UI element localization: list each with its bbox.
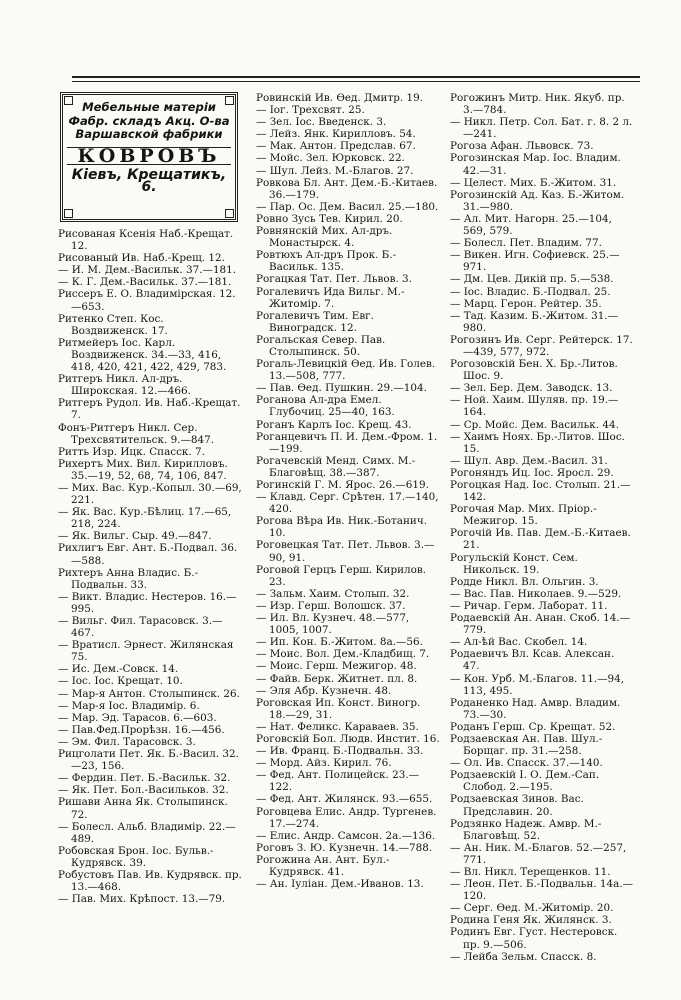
directory-entry: — Мак. Антон. Предслав. 67. bbox=[256, 140, 416, 153]
advertisement-box bbox=[60, 92, 238, 222]
entry-list bbox=[58, 228, 242, 905]
directory-entry: Рогульскій Конст. Сем. Никольск. 19. bbox=[450, 551, 578, 576]
directory-entry: Роданенко Над. Амвр. Владим. 73.—30. bbox=[450, 696, 621, 721]
directory-entry: Рогалевичъ Тим. Евг. Виноградск. 12. bbox=[256, 309, 374, 334]
directory-entry: Ритенко Степ. Кос. Воздвиженск. 17. bbox=[58, 312, 168, 337]
directory-entry: Рогаль-Левицкій Ѳед. Ив. Голев. 13.—508, 777. bbox=[256, 358, 436, 383]
directory-entry: — К. Г. Дем.-Васильк. 37.—181. bbox=[58, 276, 232, 289]
directory-entry: — Вл. Никл. Терещенков. 11. bbox=[450, 866, 611, 878]
directory-entry: — Ип. Кон. Б.-Житом. 8а.—56. bbox=[256, 636, 423, 649]
directory-entry: — Шул. Лейз. М.-Благов. 27. bbox=[256, 164, 414, 177]
directory-entry: — Леон. Пет. Б.-Подвальн. 14а.—120. bbox=[450, 878, 633, 903]
directory-entry: — Моис. Герш. Межигор. 48. bbox=[256, 660, 417, 673]
directory-entry: Фонъ-Ритгеръ Никл. Сер. Трехсвятительск. 9.—847. bbox=[58, 421, 215, 446]
directory-entry: Ритть Изр. Ицк. Спасск. 7. bbox=[58, 445, 205, 458]
directory-entry: Роговскій Бол. Людв. Инстит. 16. bbox=[256, 732, 440, 745]
directory-entry: Ровно Зусь Тев. Кирил. 20. bbox=[256, 212, 403, 225]
directory-entry: Родаевскій Ан. Анан. Скоб. 14.—779. bbox=[450, 612, 631, 637]
directory-entry: — Пав.Фед.Прорѣзн. 16.—456. bbox=[58, 723, 225, 736]
directory-entry: Роговская Ип. Конст. Виногр. 18.—29, 31. bbox=[256, 696, 421, 721]
ornament-corner bbox=[225, 96, 234, 105]
directory-entry: — Морд. Айз. Кирил. 76. bbox=[256, 757, 392, 770]
directory-entry: — Пав. Мих. Крѣпост. 13.—79. bbox=[58, 893, 226, 906]
directory-entry: — Пар. Ос. Дем. Васил. 25.—180. bbox=[256, 200, 439, 213]
directory-entry: — Ал-ѣй Вас. Скобел. 14. bbox=[450, 636, 588, 649]
directory-entry: — Ис. Дем.-Совск. 14. bbox=[58, 663, 179, 676]
directory-entry: Риссеръ Е. О. Владимірская. 12.—653. bbox=[58, 288, 236, 313]
entry-list bbox=[256, 92, 440, 890]
directory-entry: — Вратисл. Эрнест. Жилянская 75. bbox=[58, 639, 234, 664]
advert-address: Кіевъ, Крещатикъ, 6. bbox=[71, 166, 227, 195]
directory-entry: Родина Геня Як. Жилянск. 3. bbox=[450, 914, 612, 927]
directory-entry: Родзянко Надеж. Амвр. М.-Благовѣщ. 52. bbox=[450, 817, 602, 842]
directory-entry: — Вильг. Фил. Тарасовск. 3.—467. bbox=[58, 615, 223, 640]
directory-entry: — Ср. Мойс. Дем. Васильк. 44. bbox=[450, 418, 619, 431]
header-rule bbox=[72, 76, 640, 82]
ornament-corner bbox=[225, 209, 234, 218]
directory-entry: Роданъ Герш. Ср. Крещат. 52. bbox=[450, 720, 616, 733]
directory-entry: Рицголати Пет. Як. Б.-Васил. 32.—23, 156. bbox=[58, 748, 239, 773]
directory-entry: — Целест. Мих. Б.-Житом. 31. bbox=[450, 176, 617, 189]
directory-entry: Ришави Анна Як. Столыпинск. 72. bbox=[58, 796, 228, 821]
directory-entry: — Ив. Франц. Б.-Подвальн. 33. bbox=[256, 745, 424, 758]
directory-entry: Ритгеръ Никл. Ал-дръ. Широкская. 12.—466. bbox=[58, 373, 191, 398]
directory-entry: — Лейз. Янк. Кирилловъ. 54. bbox=[256, 128, 416, 141]
directory-entry: — Лейба Зельм. Спасск. 8. bbox=[450, 950, 597, 963]
directory-entry: — Эм. Фил. Тарасовск. 3. bbox=[58, 735, 196, 748]
directory-entry: Рогацкая Тат. Пет. Львов. 3. bbox=[256, 273, 412, 286]
directory-entry: Рогинскій Г. М. Ярос. 26.—619. bbox=[256, 479, 429, 491]
directory-entry: — Викт. Владис. Нестеров. 16.—995. bbox=[58, 590, 237, 615]
directory-entry: Рихлигъ Евг. Ант. Б.-Подвал. 36.—588. bbox=[58, 542, 238, 567]
ornament-corner bbox=[64, 209, 73, 218]
directory-entry: Рогочій Ив. Пав. Дем.-Б.-Китаев. 21. bbox=[450, 527, 631, 552]
directory-entry: Роганова Ал-дра Емел. Глубочиц. 25—40, 163. bbox=[256, 394, 395, 419]
directory-entry: — Нат. Феликс. Караваев. 35. bbox=[256, 720, 419, 733]
directory-entry: Ровкова Бл. Ант. Дем.-Б.-Китаев. 36.—179. bbox=[256, 176, 438, 201]
column-1 bbox=[58, 92, 242, 905]
directory-entry: — Серг. Ѳед. М.-Житомір. 20. bbox=[450, 902, 614, 915]
directory-entry: — Мар-я Антон. Столыпинск. 26. bbox=[58, 687, 240, 700]
directory-entry: — Моис. Вол. Дем.-Кладбищ. 7. bbox=[256, 648, 430, 661]
directory-entry: Рихтеръ Анна Владис. Б.-Подвальн. 33. bbox=[58, 566, 199, 591]
directory-entry: — Пав. Ѳед. Пушкин. 29.—104. bbox=[256, 382, 427, 395]
directory-entry: — Мар. Эд. Тарасов. 6.—603. bbox=[58, 711, 217, 724]
directory-entry: — Як. Вильг. Сыр. 49.—847. bbox=[58, 530, 212, 543]
directory-entry: Рогозинская Мар. Іос. Владим. 42.—31. bbox=[450, 152, 621, 177]
directory-entry: Родзаевскій І. О. Дем.-Сап. Слобод. 2.—195. bbox=[450, 769, 600, 794]
advert-line-1: Мебельные матеріи bbox=[82, 100, 216, 114]
directory-entry: Рогальская Север. Пав. Столыпинск. 50. bbox=[256, 333, 386, 358]
directory-entry: Рогозинскій Ад. Каз. Б.-Житом. 31.—980. bbox=[450, 188, 625, 213]
directory-entry: Роговцева Елис. Андр. Тургенев. 17.—274. bbox=[256, 805, 437, 830]
directory-entry: — Клавд. Серг. Срѣтен. 17.—140, 420. bbox=[256, 491, 439, 516]
directory-entry: — Іос. Іос. Крещат. 10. bbox=[58, 675, 183, 688]
directory-entry: Родде Никл. Вл. Ольгин. 3. bbox=[450, 575, 599, 588]
directory-entry: Рисованый Ив. Наб.-Крещ. 12. bbox=[58, 252, 225, 265]
directory-entry: Рогожинъ Митр. Ник. Якуб. пр. 3.—784. bbox=[450, 92, 625, 117]
directory-entry: Рогозинъ Ив. Серг. Рейтерск. 17.—439, 577, 972. bbox=[450, 333, 633, 358]
directory-entry: — И. М. Дем.-Васильк. 37.—181. bbox=[58, 264, 237, 277]
directory-entry: — Мойс. Зел. Юрковск. 22. bbox=[256, 152, 405, 165]
directory-entry: Рогалевичъ Ида Вильг. М.-Житомір. 7. bbox=[256, 285, 405, 310]
advert-line-2: Фабр. складъ Акц. О-ва bbox=[68, 113, 230, 128]
directory-entry: Родинъ Евг. Густ. Нестеровск. пр. 9.—506. bbox=[450, 926, 618, 951]
directory-entry: Ровнянскій Мих. Ал-дръ. Монастырск. 4. bbox=[256, 225, 393, 250]
directory-entry: — Эля Абр. Кузнечн. 48. bbox=[256, 684, 392, 697]
ornament-corner bbox=[64, 96, 73, 105]
directory-entry: — Іог. Трехсвят. 25. bbox=[256, 104, 365, 117]
directory-entry: Роговецкая Тат. Пет. Львов. 3.—90, 91. bbox=[256, 539, 435, 564]
directory-entry: — Марц. Герон. Рейтер. 35. bbox=[450, 297, 602, 310]
directory-entry: — Дм. Цев. Дикій пр. 5.—538. bbox=[450, 273, 614, 286]
directory-entry: — Хаимъ Ноях. Бр.-Литов. Шос. 15. bbox=[450, 430, 625, 455]
directory-entry: Роговъ З. Ю. Кузнечн. 14.—788. bbox=[256, 841, 433, 854]
directory-entry: — Ан. Іуліан. Дем.-Иванов. 13. bbox=[256, 878, 424, 891]
directory-entry: — Никл. Петр. Сол. Бат. г. 8. 2 л.—241. bbox=[450, 116, 633, 141]
directory-entry: — Як. Вас. Кур.-Бѣлиц. 17.—65, 218, 224. bbox=[58, 506, 232, 531]
directory-entry: Рогова Вѣра Ив. Ник.-Ботанич. 10. bbox=[256, 515, 428, 540]
directory-entry: — Фердин. Пет. Б.-Васильк. 32. bbox=[58, 772, 231, 785]
directory-entry: — Зел. Бер. Дем. Заводск. 13. bbox=[450, 382, 613, 395]
directory-entry: — Фед. Ант. Полицейск. 23.—122. bbox=[256, 769, 420, 794]
column-2 bbox=[256, 92, 440, 890]
directory-entry: Ровинскій Ив. Ѳед. Дмитр. 19. bbox=[256, 92, 423, 104]
directory-entry: — Болесл. Пет. Владим. 77. bbox=[450, 237, 602, 250]
directory-entry: — Мих. Вас. Кур.-Копыл. 30.—69, 221. bbox=[58, 481, 242, 507]
directory-entry: Робовская Брон. Іос. Бульв.-Кудрявск. 39. bbox=[58, 844, 214, 869]
directory-entry: Ритгеръ Рудол. Ив. Наб.-Крещат. 7. bbox=[58, 397, 241, 422]
directory-entry: — Зел. Іос. Введенск. 3. bbox=[256, 116, 387, 129]
directory-entry: — Изр. Герш. Волошск. 37. bbox=[256, 599, 406, 612]
directory-entry: — Ной. Хаим. Шуляв. пр. 19.—164. bbox=[450, 394, 619, 419]
directory-entry: Рогозовскій Бен. Х. Бр.-Литов. Шос. 9. bbox=[450, 358, 618, 383]
directory-entry: Рихертъ Мих. Вил. Кирилловъ. 35.—19, 52, 68, 74, 106, 847. bbox=[58, 457, 228, 482]
directory-entry: — Іос. Владис. Б.-Подвал. 25. bbox=[450, 285, 611, 298]
directory-entry: — Болесл. Альб. Владимір. 22.—489. bbox=[58, 820, 236, 845]
directory-entry: — Файв. Берк. Житнет. пл. 8. bbox=[256, 672, 418, 685]
entry-list bbox=[450, 92, 634, 963]
directory-entry: — Ил. Вл. Кузнеч. 48.—577, 1005, 1007. bbox=[256, 612, 410, 637]
directory-entry: — Фед. Ант. Жилянск. 93.—655. bbox=[256, 793, 433, 806]
directory-entry: Ритмейеръ Іос. Карл. Воздвиженск. 34.—33, 416, 418, 420, 421, 422, 429, 783. bbox=[58, 336, 227, 374]
directory-entry: — Вас. Пав. Николаев. 9.—529. bbox=[450, 587, 622, 600]
directory-entry: Рисованая Ксенія Наб.-Крещат. 12. bbox=[58, 228, 234, 253]
directory-entry: — Ричар. Герм. Лаборат. 11. bbox=[450, 599, 608, 612]
directory-entry: — Викен. Игн. Софиевск. 25.—971. bbox=[450, 249, 620, 274]
directory-entry: Родзаевская Зинов. Вас. Предславин. 20. bbox=[450, 793, 584, 818]
directory-entry: — Ан. Ник. М.-Благов. 52.—257, 771. bbox=[450, 841, 627, 866]
directory-entry: Рогоза Афан. Львовск. 73. bbox=[450, 140, 594, 153]
directory-entry: Родзаевская Ан. Пав. Шул.-Борщаг. пр. 31.—258. bbox=[450, 732, 603, 758]
directory-entry: Родаевичъ Вл. Ксав. Алексан. 47. bbox=[450, 648, 615, 673]
directory-entry: — Як. Пет. Бол.-Васильков. 32. bbox=[58, 784, 229, 797]
directory-entry: — Зальм. Хаим. Столып. 32. bbox=[256, 587, 410, 600]
directory-entry: Рогочая Мар. Мих. Пріор.-Межигор. 15. bbox=[450, 503, 597, 528]
directory-entry: — Ол. Ив. Спасск. 37.—140. bbox=[450, 757, 603, 770]
directory-entry: Рогачевскій Менд. Симх. М.-Благовѣщ. 38.—387. bbox=[256, 454, 416, 479]
directory-entry: Рогоняндъ Иц. Іос. Яросл. 29. bbox=[450, 466, 614, 479]
directory-entry: Ровтюхъ Ал-дръ Прок. Б.-Васильк. 135. bbox=[256, 249, 397, 274]
directory-entry: Роговой Герцъ Герш. Кирилов. 23. bbox=[256, 563, 427, 588]
directory-entry: — Кон. Урб. М.-Благов. 11.—94, 113, 495. bbox=[450, 672, 625, 697]
advert-brand: КОВРОВЪ bbox=[67, 147, 231, 165]
directory-entry: — Шул. Авр. Дем.-Васил. 31. bbox=[450, 454, 608, 467]
directory-entry: Рогоцкая Над. Іос. Столып. 21.—142. bbox=[450, 479, 631, 504]
column-3 bbox=[450, 92, 634, 963]
directory-entry: Рогожина Ан. Ант. Бул.-Кудрявск. 41. bbox=[256, 853, 390, 878]
directory-entry: Роганцевичъ П. И. Дем.-Фром. 1.—199. bbox=[256, 430, 438, 455]
directory-entry: Роганъ Карлъ Іос. Крещ. 43. bbox=[256, 418, 412, 431]
directory-entry: Робустовъ Пав. Ив. Кудрявск. пр. 13.—468. bbox=[58, 868, 242, 894]
directory-entry: — Ал. Мит. Нагорн. 25.—104, 569, 579. bbox=[450, 212, 612, 238]
directory-entry: — Тад. Казим. Б.-Житом. 31.—980. bbox=[450, 309, 618, 334]
directory-entry: — Елис. Андр. Самсон. 2а.—136. bbox=[256, 829, 436, 842]
directory-entry: — Мар-я Іос. Владимір. 6. bbox=[58, 699, 200, 712]
advert-line-3: Варшавской фабрики bbox=[75, 127, 223, 141]
